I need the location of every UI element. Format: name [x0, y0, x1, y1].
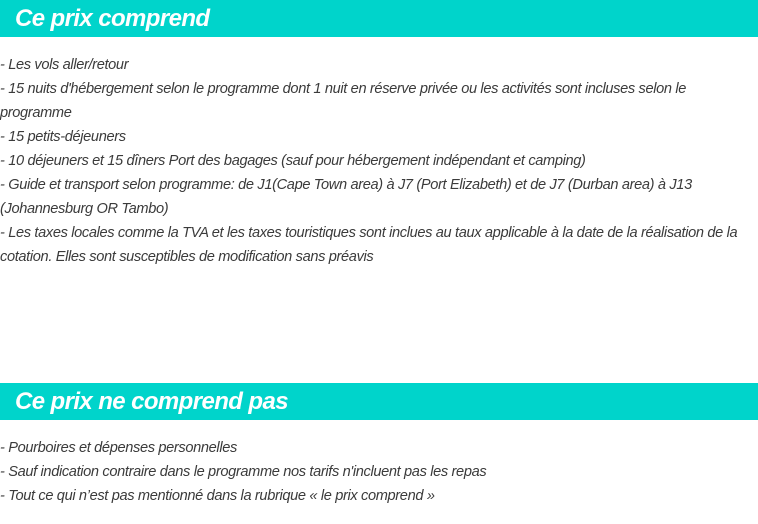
price-includes-title: Ce prix comprend — [15, 5, 210, 32]
price-excludes-title: Ce prix ne comprend pas — [15, 388, 288, 415]
list-item: - Les taxes locales comme la TVA et les taxes touristiques sont inclues au taux applicable à la date de la réalisation de la cotation. Elles sont susceptibles de modification sans préavis — [0, 225, 738, 265]
list-item: - 15 petits-déjeuners — [0, 129, 126, 145]
list-item: - Les vols aller/retour — [0, 57, 129, 73]
list-item: - Pourboires et dépenses personnelles — [0, 440, 237, 456]
price-excludes-header — [0, 383, 758, 420]
price-includes-list — [0, 53, 758, 269]
list-item: - 10 déjeuners et 15 dîners Port des bagages (sauf pour hébergement indépendant et camping) — [0, 153, 586, 169]
list-item: - 15 nuits d'hébergement selon le programme dont 1 nuit en réserve privée ou les activités sont incluses selon le programme — [0, 81, 687, 121]
price-includes-header — [0, 0, 758, 37]
list-item: - Guide et transport selon programme: de J1(Cape Town area) à J7 (Port Elizabeth) et de J7 (Durban area) à J13 (Johannesburg OR Tambo) — [0, 177, 692, 217]
list-item: - Tout ce qui n’est pas mentionné dans la rubrique « le prix comprend » — [0, 488, 435, 504]
list-item: - Sauf indication contraire dans le programme nos tarifs n'incluent pas les repas — [0, 464, 487, 480]
price-excludes-list — [0, 436, 758, 508]
